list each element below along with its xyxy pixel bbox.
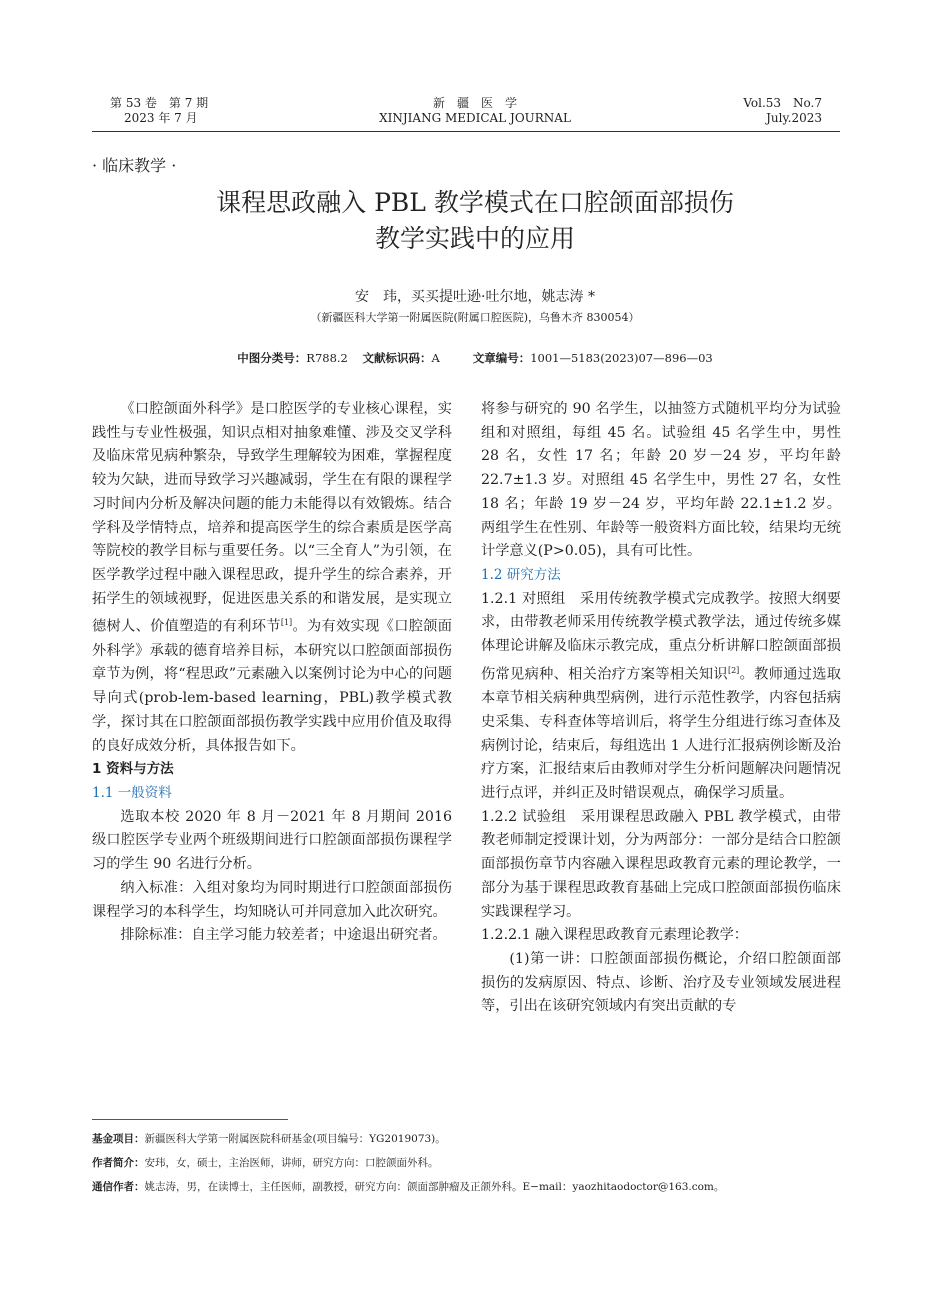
exclusion-criteria: 排除标准：自主学习能力较差者；中途退出研究者。: [120, 927, 447, 944]
publication-date: 2023 年 7 月: [124, 111, 198, 125]
intro-text-1: 《口腔颌面外科学》是口腔医学的专业核心课程，实践性与专业性极强，知识点相对抽象难懂、涉及交叉学科及临床常见病种繁杂，导致学生理解较为困难，掌握程度较为欠缺，进而导致学习兴趣减弱，学生在有限的课程学习时间内分析及解决问题的能力未能得以有效锻炼。结合学科及学情特点，培养和提高医学生的综合素质是医学高等院校的教学目标与重要任务。以“三全育人”为引领，在医学教学过程中融入课程思政，提升学生的综合素养，开拓学生的领域视野，促进医患关系的和谐发展，是实现立德树人、价值塑造的有利环节: [92, 401, 452, 636]
running-header-right: [743, 96, 822, 126]
journal-name-en: XINJIANG MEDICAL JOURNAL: [379, 111, 571, 125]
lecture-1-paragraph: (1)第一讲：口腔颌面部损伤概论，介绍口腔颌面部损伤的发病原因、特点、诊断、治疗及专业领域发展进程等，引出在该研究领域内有突出贡献的专: [481, 950, 841, 1015]
running-header-left: [110, 96, 208, 126]
funding-text: 新疆医科大学第一附属医院科研基金(项目编号：YG2019073)。: [144, 1133, 446, 1145]
publication-date-en: July.2023: [766, 111, 822, 125]
article-title: [92, 185, 858, 257]
subsection-heading-1-2: 1.2 研究方法: [481, 566, 561, 583]
affiliation: （新疆医科大学第一附属医院(附属口腔医院)，乌鲁木齐 830054）: [310, 311, 640, 324]
clc-label: 中图分类号：: [237, 351, 307, 365]
section-tag: · 临床教学 ·: [92, 156, 177, 175]
classification-line: [92, 350, 858, 366]
clc-value: R788.2: [306, 351, 348, 365]
corresponding-author-footnote: [92, 1180, 872, 1194]
intro-text-2: 。为有效实现《口腔颌面外科学》承载的德育培养目标，本研究以口腔颌面部损伤章节为例，将“程思政”元素融入以案例讨论为中心的问题导向式(prob-lem-based learning，PBL)教学模式教学，探讨其在口腔颌面部损伤教学实践中应用价值及取得的良好成效分析，具体报告如下。: [92, 619, 452, 754]
body-column-right: [481, 398, 841, 1019]
section-heading-1: 1 资料与方法: [92, 761, 174, 778]
doc-code-label: 文献标识码：: [362, 351, 432, 365]
body-column-left: [92, 398, 452, 948]
header-divider: [92, 131, 840, 132]
control-text-2: 。教师通过选取本章节相关病种典型病例，进行示范性教学，内容包括病史采集、专科查体等培训后，将学生分组进行练习查体及病例讨论，结束后，每组选出 1 人进行汇报病例诊断及治疗方案，汇报结束后由教师对学生分析问题解决问题情况进行点评，并纠正及时错误观点，确保学习质量。: [481, 666, 841, 801]
citation-2: [2]: [727, 665, 740, 675]
experimental-group-paragraph: 1.2.2 试验组 采用课程思政融入 PBL 教学模式，由带教老师制定授课计划，分为两部分：一部分是结合口腔颌面部损伤章节内容融入课程思政教育元素的理论教学，一部分为基于课程思政教育基础上完成口腔颌面部损伤临床实践课程学习。: [481, 808, 841, 920]
doc-code-value: A: [431, 351, 440, 365]
funding-footnote: [92, 1132, 872, 1146]
footnote-divider: [92, 1119, 288, 1120]
corresponding-text: 姚志涛，男，在读博士，主任医师，副教授，研究方向：颌面部肿瘤及正颌外科。E−mail：yaozhitaodoctor@163.com。: [144, 1181, 725, 1193]
intro-paragraph: [92, 398, 452, 758]
subsection-heading-1-1: 1.1 一般资料: [92, 784, 172, 801]
article-number-label: 文章编号：: [472, 351, 531, 365]
article-number-value: 1001—5183(2023)07—896—03: [530, 351, 713, 365]
journal-name-cn: 新 疆 医 学: [432, 96, 517, 110]
volume-issue: 第 53 卷 第 7 期: [110, 96, 209, 110]
citation-1: [1]: [280, 618, 293, 628]
title-line-1: 课程思政融入 PBL 教学模式在口腔颌面部损伤: [216, 188, 734, 217]
grouping-paragraph: 将参与研究的 90 名学生，以抽签方式随机平均分为试验组和对照组，每组 45 名。试验组 45 名学生中，男性 28 名，女性 17 名；年龄 20 岁－24 岁，平均年龄 22.7±1.3 岁。对照组 45 名学生中，男性 27 名，女性 18 名；年龄 19 岁－24 岁，平均年龄 22.1±1.2 岁。两组学生在性别、年龄等一般资料方面比较，结果均无统计学意义(P>0.05)，具有可比性。: [481, 401, 841, 560]
author-list: 安 玮，买买提吐逊·吐尔地，姚志涛 *: [355, 289, 595, 305]
running-header-center: [330, 96, 620, 126]
control-group-paragraph: [481, 588, 841, 806]
control-text-1: 1.2.1 对照组 采用传统教学模式完成教学。按照大纲要求，由带教老师采用传统教学模式教学法，通过传统多媒体理论讲解及临床示教完成，重点分析讲解口腔颌面部损伤常见病种、相关治疗方案等相关知识: [481, 590, 841, 683]
title-line-2: 教学实践中的应用: [374, 224, 575, 253]
subheading-1-2-2-1: 1.2.2.1 融入课程思政教育元素理论教学：: [481, 927, 748, 944]
funding-label: 基金项目：: [92, 1133, 145, 1145]
inclusion-criteria: 纳入标准：入组对象均为同时期进行口腔颌面部损伤课程学习的本科学生，均知晓认可并同意加入此次研究。: [92, 879, 452, 920]
author-bio-text: 安玮，女，硕士，主治医师，讲师，研究方向：口腔颌面外科。: [144, 1157, 439, 1169]
volume-issue-en: Vol.53 No.7: [743, 96, 822, 110]
author-bio-footnote: [92, 1156, 872, 1170]
corresponding-label: 通信作者：: [92, 1181, 145, 1193]
author-bio-label: 作者简介：: [92, 1157, 145, 1169]
selection-paragraph: 选取本校 2020 年 8 月－2021 年 8 月期间 2016 级口腔医学专业两个班级期间进行口腔颌面部损伤课程学习的学生 90 名进行分析。: [92, 808, 452, 873]
